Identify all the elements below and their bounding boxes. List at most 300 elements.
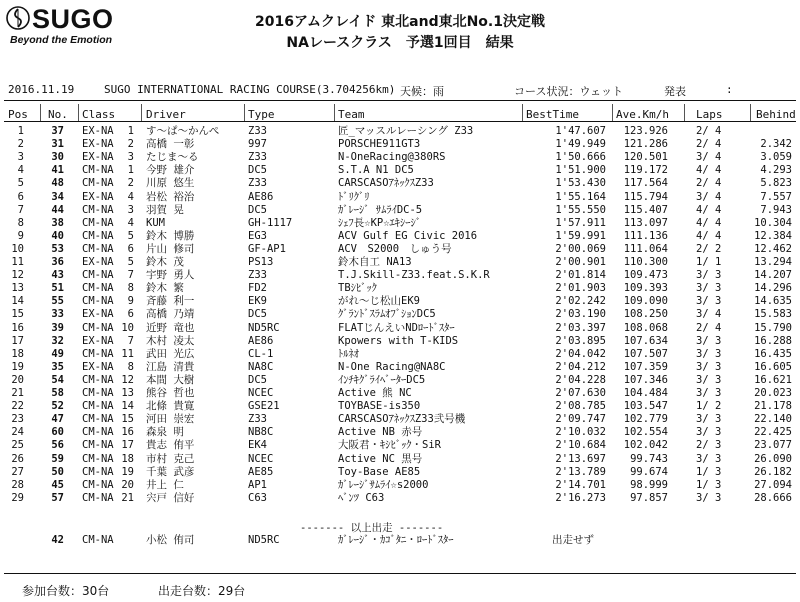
logo-text: SUGO	[32, 4, 114, 34]
row-position: 6	[17, 190, 24, 203]
row-driver: 鈴木 茂	[146, 256, 184, 268]
row-driver: 今野 雄介	[146, 164, 195, 177]
row-average-speed: 117.564	[623, 177, 668, 190]
row-class-position: 17	[121, 439, 134, 452]
row-driver: 河田 崇宏	[146, 413, 195, 426]
row-average-speed: 98.999	[630, 478, 668, 491]
title-line-2: NAレースクラス 予選1回目 結果	[286, 35, 514, 51]
row-driver: たじま～る	[146, 151, 199, 164]
row-best-time: 2'08.785	[555, 400, 606, 413]
row-driver: 宇野 勇人	[146, 269, 195, 282]
row-car-number: 31	[51, 138, 64, 151]
row-car-number: 57	[51, 491, 64, 504]
column-header-driver: Driver	[146, 108, 186, 121]
row-best-time: 1'53.430	[555, 177, 606, 190]
row-behind: 26.182	[754, 465, 792, 478]
row-class-position: 15	[121, 413, 134, 426]
row-car-number: 37	[51, 125, 64, 137]
row-team: TOYBASE-is350	[338, 400, 421, 413]
row-class-position: 9	[127, 295, 134, 308]
row-car-number: 44	[51, 203, 64, 216]
row-car-number: 47	[51, 413, 64, 426]
row-car-number: 35	[51, 360, 64, 373]
row-average-speed: 110.300	[623, 256, 668, 268]
row-class: EX-NA	[82, 138, 114, 151]
row-driver: 鈴木 博勝	[146, 229, 195, 242]
row-driver: 高橋 一彰	[146, 138, 195, 151]
row-position: 20	[11, 373, 24, 386]
row-car-number: 58	[51, 387, 64, 399]
dns-team: ｶﾞﾚｰｼﾞ・ｶｺﾞﾀﾆ・ﾛｰﾄﾞｽﾀｰ	[338, 534, 454, 546]
row-car-number: 51	[51, 282, 64, 295]
row-average-speed: 123.926	[623, 125, 668, 137]
column-divider	[522, 104, 523, 121]
row-average-speed: 107.359	[623, 360, 668, 373]
row-best-time: 2'09.747	[555, 413, 606, 426]
row-driver: 井上 仁	[146, 478, 184, 491]
column-divider	[78, 104, 79, 121]
row-laps: 3/ 3	[696, 491, 722, 504]
row-team: がれ～じ松山EK9	[338, 295, 420, 308]
row-type: AP1	[248, 478, 267, 491]
row-team: 匠_マッスルレーシング Z33	[338, 125, 474, 137]
row-type: Z33	[248, 177, 267, 190]
row-position: 8	[17, 216, 24, 229]
dns-car-number: 42	[51, 534, 64, 546]
column-divider	[141, 104, 142, 121]
row-type: EG3	[248, 229, 267, 242]
row-position: 17	[11, 334, 24, 347]
row-laps: 3/ 3	[696, 413, 722, 426]
row-driver: 近野 竜也	[146, 321, 195, 334]
row-class-position: 8	[127, 360, 134, 373]
row-class: EX-NA	[82, 360, 114, 373]
row-driver: 川原 悠生	[146, 177, 195, 190]
column-header-laps: Laps	[696, 108, 723, 121]
row-car-number: 50	[51, 465, 64, 478]
row-class: CM-NA	[82, 478, 114, 491]
row-position: 5	[17, 177, 24, 190]
row-laps: 3/ 3	[696, 295, 722, 308]
row-team: T.J.Skill-Z33.feat.S.K.R	[338, 269, 490, 282]
row-average-speed: 103.547	[623, 400, 668, 413]
row-class-position: 10	[121, 321, 134, 334]
row-laps: 3/ 3	[696, 426, 722, 439]
row-behind: 3.059	[760, 151, 792, 164]
row-behind: 16.621	[754, 373, 792, 386]
row-class: EX-NA	[82, 308, 114, 321]
row-average-speed: 102.042	[623, 439, 668, 452]
row-class: CM-NA	[82, 439, 114, 452]
row-team: Kpowers with T-KIDS	[338, 334, 459, 347]
row-average-speed: 107.507	[623, 347, 668, 360]
row-average-speed: 108.250	[623, 308, 668, 321]
row-class: CM-NA	[82, 177, 114, 190]
row-position: 16	[11, 321, 24, 334]
column-divider	[750, 104, 751, 121]
row-laps: 2/ 4	[696, 138, 722, 151]
dns-class: CM-NA	[82, 534, 114, 546]
row-behind: 14.207	[754, 269, 792, 282]
row-class: EX-NA	[82, 125, 114, 137]
row-type: AE85	[248, 465, 274, 478]
started-separator: ------- 以上出走 -------	[300, 522, 444, 534]
row-type: Z33	[248, 269, 267, 282]
row-class-position: 16	[121, 426, 134, 439]
row-type: DC5	[248, 164, 267, 177]
row-type: PS13	[248, 256, 274, 268]
row-class: CM-NA	[82, 229, 114, 242]
row-car-number: 32	[51, 334, 64, 347]
row-class: CM-NA	[82, 491, 114, 504]
row-average-speed: 97.857	[630, 491, 668, 504]
dns-status: 出走せず	[552, 534, 594, 546]
column-divider	[334, 104, 335, 121]
row-class-position: 4	[127, 190, 134, 203]
row-behind: 14.635	[754, 295, 792, 308]
row-driver: KUM	[146, 216, 165, 229]
starters-count: 出走台数：29台	[158, 584, 246, 598]
row-class: CM-NA	[82, 242, 114, 255]
row-driver: 熊谷 哲也	[146, 387, 195, 399]
row-team: ﾄﾞﾘｸﾞﾘ	[338, 190, 370, 203]
row-class: CM-NA	[82, 269, 114, 282]
row-team: PORSCHE911GT3	[338, 138, 421, 151]
row-average-speed: 109.090	[623, 295, 668, 308]
row-average-speed: 109.393	[623, 282, 668, 295]
row-car-number: 56	[51, 439, 64, 452]
row-type: NB8C	[248, 426, 274, 439]
row-average-speed: 104.484	[623, 387, 668, 399]
row-car-number: 36	[51, 256, 64, 268]
row-car-number: 45	[51, 478, 64, 491]
row-average-speed: 99.743	[630, 452, 668, 465]
row-team: ACV Gulf EG Civic 2016	[338, 229, 478, 242]
row-behind: 7.943	[760, 203, 792, 216]
column-header-pos: Pos	[8, 108, 28, 121]
row-class-position: 1	[127, 164, 134, 177]
row-class-position: 3	[127, 203, 134, 216]
announce-time: :	[726, 83, 733, 96]
row-team: ｶﾞﾚｰｼﾞｻﾑﾗｲ☆s2000	[338, 478, 429, 491]
row-average-speed: 99.674	[630, 465, 668, 478]
course-name: SUGO INTERNATIONAL RACING COURSE(3.704256km)	[104, 83, 396, 96]
row-best-time: 2'16.273	[555, 491, 606, 504]
row-class-position: 7	[127, 334, 134, 347]
row-car-number: 30	[51, 151, 64, 164]
row-car-number: 33	[51, 308, 64, 321]
row-best-time: 1'55.164	[555, 190, 606, 203]
row-car-number: 40	[51, 229, 64, 242]
column-header-type: Type	[248, 108, 275, 121]
row-class: CM-NA	[82, 426, 114, 439]
row-team: FLATじんえいNDﾛｰﾄﾞｽﾀｰ	[338, 321, 455, 334]
row-best-time: 1'51.900	[555, 164, 606, 177]
row-average-speed: 115.794	[623, 190, 668, 203]
row-position: 21	[11, 387, 24, 399]
row-best-time: 2'03.397	[555, 321, 606, 334]
row-class: CM-NA	[82, 282, 114, 295]
row-class-position: 20	[121, 478, 134, 491]
row-behind: 27.094	[754, 478, 792, 491]
row-team: TBｼﾋﾞｯｸ	[338, 282, 377, 295]
title-line-1: 2016アムクレイド 東北and東北No.1決定戦	[255, 14, 545, 30]
row-type: GF-AP1	[248, 242, 286, 255]
row-behind: 5.823	[760, 177, 792, 190]
row-team: Active NB 赤号	[338, 426, 423, 439]
row-average-speed: 115.407	[623, 203, 668, 216]
row-driver: 片山 修司	[146, 242, 195, 255]
row-type: CL-1	[248, 347, 274, 360]
row-position: 22	[11, 400, 24, 413]
row-position: 11	[11, 256, 24, 268]
row-laps: 2/ 4	[696, 177, 722, 190]
row-laps: 3/ 3	[696, 347, 722, 360]
row-class: EX-NA	[82, 334, 114, 347]
column-divider	[684, 104, 685, 121]
row-behind: 16.288	[754, 334, 792, 347]
row-laps: 4/ 4	[696, 203, 722, 216]
row-best-time: 2'13.697	[555, 452, 606, 465]
row-class: CM-NA	[82, 452, 114, 465]
announce-label: 発表	[664, 85, 686, 98]
column-divider	[40, 104, 41, 121]
row-type: DC5	[248, 203, 267, 216]
row-car-number: 60	[51, 426, 64, 439]
row-position: 18	[11, 347, 24, 360]
row-team: ACV S2000 しゅう号	[338, 242, 452, 255]
row-car-number: 38	[51, 216, 64, 229]
row-class-position: 12	[121, 373, 134, 386]
row-best-time: 2'02.242	[555, 295, 606, 308]
row-position: 12	[11, 269, 24, 282]
dns-type: ND5RC	[248, 534, 280, 546]
row-class-position: 3	[127, 151, 134, 164]
row-car-number: 53	[51, 242, 64, 255]
row-position: 3	[17, 151, 24, 164]
column-header-team: Team	[338, 108, 365, 121]
row-type: GH-1117	[248, 216, 293, 229]
row-laps: 4/ 4	[696, 229, 722, 242]
row-best-time: 2'00.069	[555, 242, 606, 255]
row-type: EK4	[248, 439, 267, 452]
row-class: EX-NA	[82, 256, 114, 268]
row-car-number: 55	[51, 295, 64, 308]
row-team: CARSCASOｱﾈｯｸｽZ33	[338, 177, 434, 190]
row-class: CM-NA	[82, 203, 114, 216]
row-type: Z33	[248, 125, 267, 137]
row-type: NA8C	[248, 360, 274, 373]
row-laps: 3/ 4	[696, 151, 722, 164]
row-laps: 1/ 2	[696, 400, 722, 413]
row-car-number: 48	[51, 177, 64, 190]
row-driver: 貴志 侑平	[146, 439, 195, 452]
logo-tagline: Beyond the Emotion	[10, 34, 113, 46]
row-class-position: 1	[127, 125, 134, 137]
row-behind: 12.384	[754, 229, 792, 242]
dns-driver: 小松 侑司	[146, 534, 195, 546]
column-divider	[244, 104, 245, 121]
row-behind: 7.557	[760, 190, 792, 203]
row-car-number: 49	[51, 347, 64, 360]
row-team: ｼｪﾌ長☆KP☆ｴｷｼｰｼﾞ	[338, 216, 422, 229]
row-behind: 14.296	[754, 282, 792, 295]
row-class-position: 6	[127, 308, 134, 321]
row-average-speed: 107.346	[623, 373, 668, 386]
row-behind: 16.435	[754, 347, 792, 360]
row-behind: 10.304	[754, 216, 792, 229]
date: 2016.11.19	[8, 83, 75, 96]
row-class-position: 8	[127, 282, 134, 295]
row-position: 29	[11, 491, 24, 504]
row-average-speed: 119.172	[623, 164, 668, 177]
row-type: ND5RC	[248, 321, 280, 334]
row-team: CARSCASOｱﾈｯｸｽZ33弐号機	[338, 413, 466, 426]
row-class-position: 5	[127, 229, 134, 242]
row-type: AE86	[248, 190, 274, 203]
row-behind: 23.077	[754, 439, 792, 452]
row-type: 997	[248, 138, 267, 151]
row-type: GSE21	[248, 400, 280, 413]
document-title	[200, 12, 600, 54]
row-best-time: 2'07.630	[555, 387, 606, 399]
row-team: Active NC 黒号	[338, 452, 423, 465]
row-position: 7	[17, 203, 24, 216]
row-position: 2	[17, 138, 24, 151]
row-behind: 22.425	[754, 426, 792, 439]
row-driver: 斉藤 利一	[146, 295, 195, 308]
row-driver: 千葉 武彦	[146, 465, 195, 478]
row-laps: 3/ 3	[696, 269, 722, 282]
row-team: Toy-Base AE85	[338, 465, 421, 478]
row-driver: 北條 貴寛	[146, 400, 195, 413]
row-type: EK9	[248, 295, 267, 308]
row-average-speed: 102.779	[623, 413, 668, 426]
column-divider	[612, 104, 613, 121]
column-header-no: No.	[48, 108, 68, 121]
row-best-time: 2'14.701	[555, 478, 606, 491]
column-header-class: Class	[82, 108, 116, 121]
row-average-speed: 109.473	[623, 269, 668, 282]
row-position: 1	[17, 125, 24, 137]
row-best-time: 2'10.684	[555, 439, 606, 452]
row-position: 26	[11, 452, 24, 465]
row-class-position: 7	[127, 269, 134, 282]
row-team: N-One Racing@NA8C	[338, 360, 446, 373]
row-class: CM-NA	[82, 164, 114, 177]
row-driver: 森泉 明	[146, 426, 184, 439]
row-class-position: 19	[121, 465, 134, 478]
row-behind: 22.140	[754, 413, 792, 426]
row-best-time: 1'50.666	[555, 151, 606, 164]
row-best-time: 2'04.228	[555, 373, 606, 386]
row-laps: 2/ 4	[696, 321, 722, 334]
row-driver: 本間 大樹	[146, 373, 195, 386]
row-class-position: 13	[121, 387, 134, 399]
row-laps: 2/ 2	[696, 242, 722, 255]
row-laps: 3/ 3	[696, 452, 722, 465]
row-laps: 3/ 3	[696, 334, 722, 347]
header-top-rule	[4, 100, 796, 101]
row-laps: 3/ 3	[696, 373, 722, 386]
row-best-time: 2'01.814	[555, 269, 606, 282]
row-behind: 16.605	[754, 360, 792, 373]
row-class: CM-NA	[82, 216, 114, 229]
row-average-speed: 111.136	[623, 229, 668, 242]
row-type: NCEC	[248, 452, 274, 465]
row-position: 19	[11, 360, 24, 373]
row-team: ﾄﾙﾈｵ	[338, 347, 359, 360]
column-header-average-speed: Ave.Km/h	[616, 108, 669, 121]
row-laps: 4/ 4	[696, 216, 722, 229]
row-average-speed: 111.064	[623, 242, 668, 255]
row-driver: す～ぱ～かんぺ	[146, 125, 220, 137]
row-behind: 12.462	[754, 242, 792, 255]
sugo-emblem-icon	[6, 6, 30, 30]
row-laps: 2/ 4	[696, 125, 722, 137]
row-average-speed: 120.501	[623, 151, 668, 164]
row-type: Z33	[248, 151, 267, 164]
row-team: ｶﾞﾚｰｼﾞ ｻﾑﾗｲDC-5	[338, 203, 423, 216]
row-best-time: 2'13.789	[555, 465, 606, 478]
row-laps: 3/ 4	[696, 190, 722, 203]
row-class-position: 6	[127, 242, 134, 255]
row-type: C63	[248, 491, 267, 504]
row-position: 27	[11, 465, 24, 478]
row-position: 4	[17, 164, 24, 177]
row-average-speed: 102.554	[623, 426, 668, 439]
row-driver: 羽賀 晃	[146, 203, 184, 216]
row-class: CM-NA	[82, 373, 114, 386]
row-best-time: 1'57.911	[555, 216, 606, 229]
row-laps: 2/ 3	[696, 439, 722, 452]
header-bottom-rule	[4, 121, 796, 122]
row-class-position: 21	[121, 491, 134, 504]
column-header-behind: Behind	[756, 108, 796, 121]
row-behind: 28.666	[754, 491, 792, 504]
row-type: DC5	[248, 373, 267, 386]
row-best-time: 2'00.901	[555, 256, 606, 268]
row-car-number: 39	[51, 321, 64, 334]
row-laps: 3/ 4	[696, 308, 722, 321]
sugo-logo	[6, 6, 136, 50]
row-driver: 高橋 乃靖	[146, 308, 195, 321]
row-driver: 市村 克己	[146, 452, 195, 465]
row-class-position: 2	[127, 138, 134, 151]
row-car-number: 43	[51, 269, 64, 282]
row-laps: 1/ 1	[696, 256, 722, 268]
row-behind: 15.583	[754, 308, 792, 321]
row-best-time: 2'10.032	[555, 426, 606, 439]
row-team: 大阪君・ｷｼﾋﾞｯｸ・SiR	[338, 439, 441, 452]
row-best-time: 2'04.042	[555, 347, 606, 360]
row-best-time: 2'01.903	[555, 282, 606, 295]
row-laps: 1/ 3	[696, 478, 722, 491]
row-behind: 15.790	[754, 321, 792, 334]
row-position: 10	[11, 242, 24, 255]
course-condition: コース状況：ウェット	[514, 85, 624, 98]
row-average-speed: 107.634	[623, 334, 668, 347]
row-laps: 3/ 3	[696, 282, 722, 295]
row-laps: 1/ 3	[696, 465, 722, 478]
entries-count: 参加台数：30台	[22, 584, 110, 598]
row-class-position: 11	[121, 347, 134, 360]
row-driver: 宍戸 信好	[146, 491, 195, 504]
row-class-position: 18	[121, 452, 134, 465]
row-best-time: 1'59.991	[555, 229, 606, 242]
row-position: 28	[11, 478, 24, 491]
row-laps: 4/ 4	[696, 164, 722, 177]
